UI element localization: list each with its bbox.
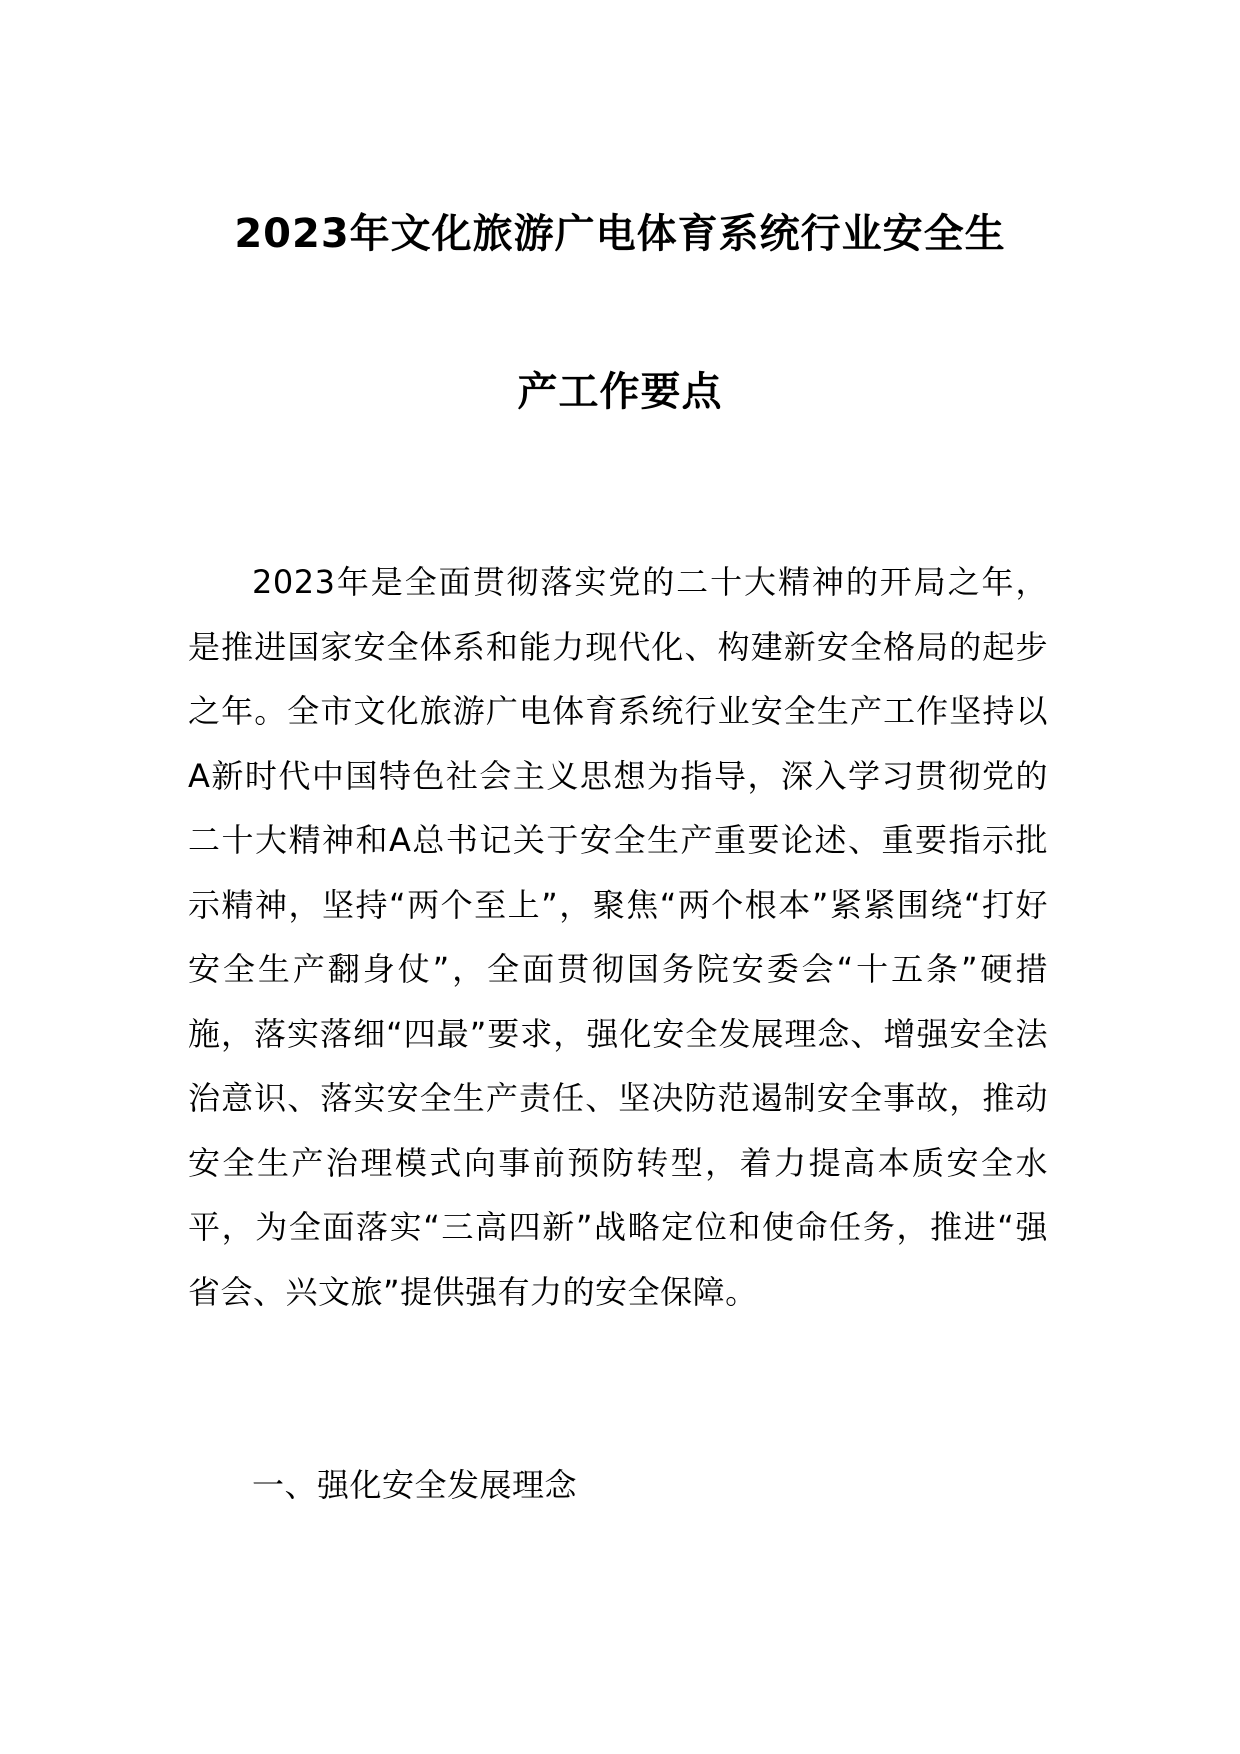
document-body xyxy=(188,550,1048,1324)
section-heading-1: 一、强化安全发展理念 xyxy=(252,1466,578,1504)
intro-paragraph: 2023年是全面贯彻落实党的二十大精神的开局之年，是推进国家安全体系和能力现代化、构建新安全格局的起步之年。全市文化旅游广电体育系统行业安全生产工作坚持以A新时代中国特色社会主义思想为指导，深入学习贯彻党的二十大精神和A总书记关于安全生产重要论述、重要指示批示精神，坚持“两个至上”，聚焦“两个根本”紧紧围绕“打好安全生产翻身仗”，全面贯彻国务院安委会“十五条”硬措施，落实落细“四最”要求，强化安全发展理念、增强安全法治意识、落实安全生产责任、坚决防范遏制安全事故，推动安全生产治理模式向事前预防转型，着力提高本质安全水平，为全面落实“三高四新”战略定位和使命任务，推进“强省会、兴文旅”提供强有力的安全保障。 xyxy=(188,563,1048,1311)
document-title-line-2: 产工作要点 xyxy=(517,369,723,415)
document-title-line-1: 2023年文化旅游广电体育系统行业安全生 xyxy=(234,211,1006,257)
